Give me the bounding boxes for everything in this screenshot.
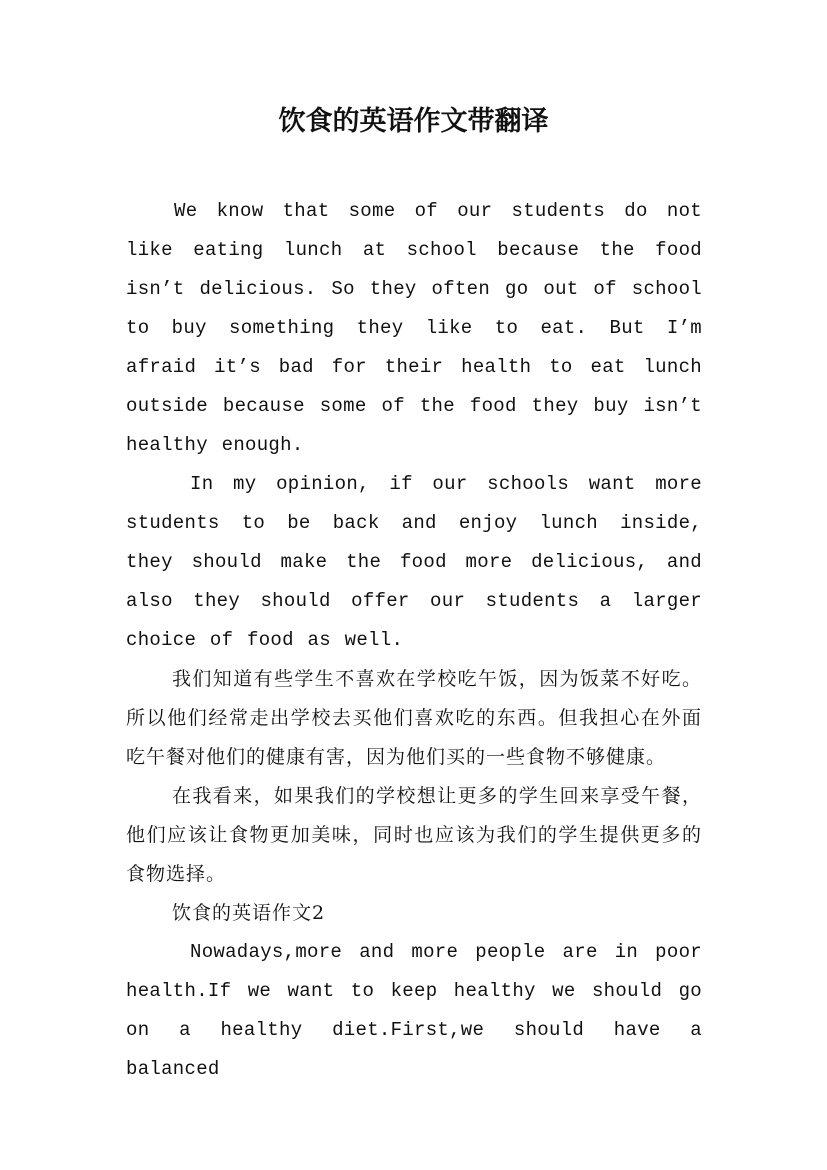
document-body bbox=[126, 192, 702, 1089]
document-title: 饮食的英语作文带翻译 bbox=[278, 106, 549, 137]
paragraph-english-2: In my opinion, if our schools want more students to be back and enjoy lunch inside, they should make the food more delicious, and also they should offer our students a larger choice of food as well. bbox=[126, 473, 702, 651]
section-heading-2: 饮食的英语作文2 bbox=[172, 902, 326, 924]
paragraph-chinese-1: 我们知道有些学生不喜欢在学校吃午饭，因为饭菜不好吃。所以他们经常走出学校去买他们喜欢吃的东西。但我担心在外面吃午餐对他们的健康有害，因为他们买的一些食物不够健康。 bbox=[126, 668, 702, 768]
paragraph-english-3: Nowadays,more and more people are in poor health.If we want to keep healthy we should go on a healthy diet.First,we should have a balanced bbox=[126, 941, 702, 1080]
paragraph-english-1: We know that some of our students do not like eating lunch at school because the food isn’t delicious. So they often go out of school to buy something they like to eat. But I’m afraid it’s bad for their health to eat lunch outside because some of the food they buy isn’t healthy enough. bbox=[126, 200, 702, 456]
paragraph-chinese-2: 在我看来，如果我们的学校想让更多的学生回来享受午餐，他们应该让食物更加美味，同时也应该为我们的学生提供更多的食物选择。 bbox=[126, 785, 702, 885]
